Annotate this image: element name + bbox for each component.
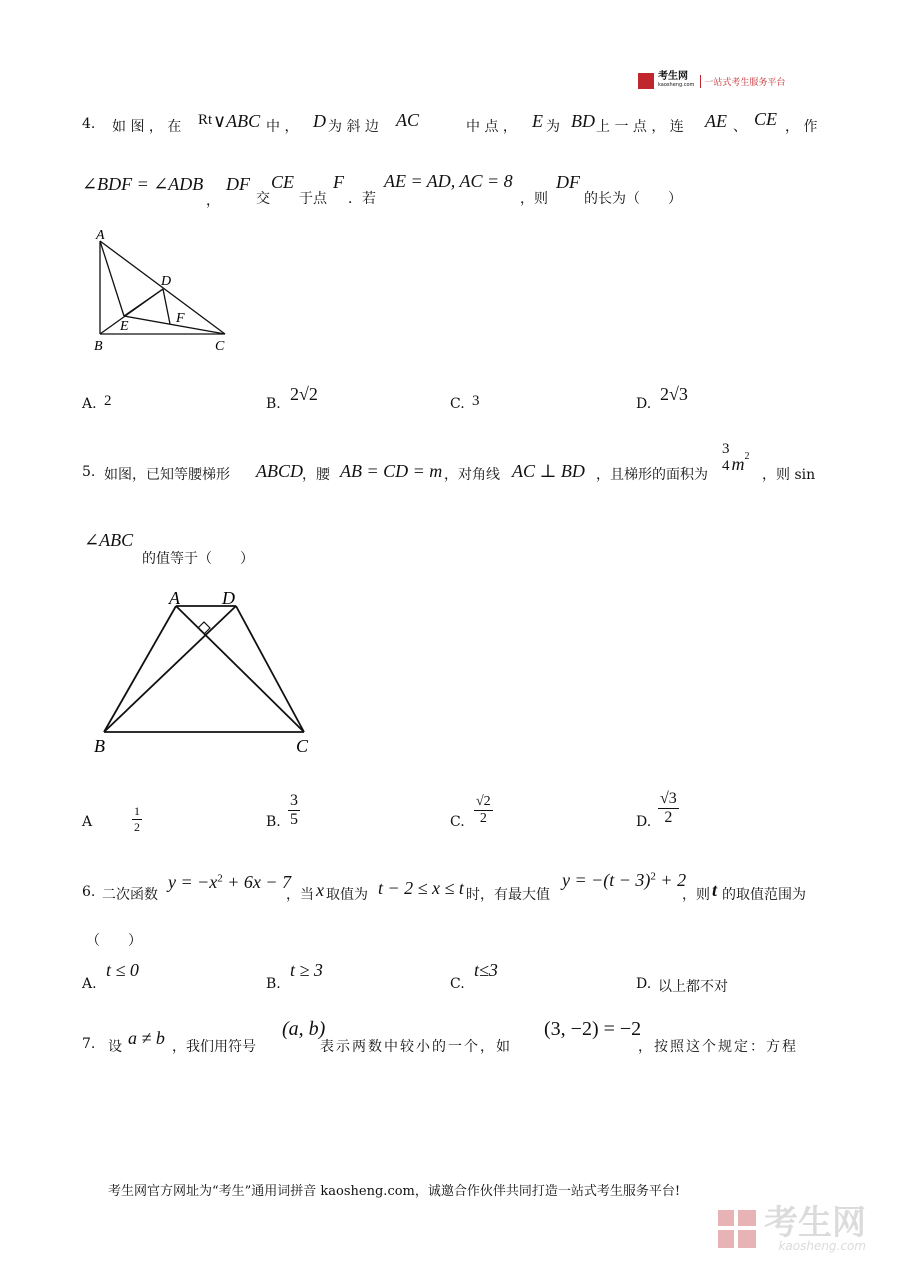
q4-var-ac: AC: [396, 110, 420, 130]
q4-label-a: A: [96, 228, 105, 243]
q4-option-d-letter[interactable]: D.: [636, 396, 652, 412]
q6-text: ，则: [682, 887, 710, 903]
q5-option-c-den: 2: [479, 811, 487, 826]
q6-option-a-letter[interactable]: A.: [82, 976, 97, 992]
q4-var-e: E: [532, 111, 543, 131]
q4-label-d: D: [161, 274, 172, 289]
q5-label-d: D: [222, 588, 235, 608]
q6-max-value: [562, 870, 686, 891]
logo-text: 考生网: [658, 71, 688, 82]
q4-var-f: F: [333, 172, 344, 192]
q5-legs: AB = CD = m: [340, 461, 443, 481]
q4-text: 于点: [299, 191, 327, 207]
footer-watermark: [716, 1203, 866, 1253]
watermark-logo-icon: [716, 1208, 758, 1250]
q5-text: ，则 sin: [762, 467, 816, 483]
q4-var-df: DF: [226, 174, 250, 194]
q4-given: AE = AD, AC = 8: [384, 171, 513, 191]
q4-label-f: F: [176, 311, 185, 326]
q6-condition: t − 2 ≤ x ≤ t: [378, 878, 464, 898]
q6-option-d-value[interactable]: 以上都不对: [658, 979, 728, 995]
q4-angle-eq: ∠BDF = ∠ADB: [82, 174, 204, 194]
q4-var-bd: BD: [571, 111, 595, 131]
q5-option-c-value[interactable]: [474, 794, 493, 827]
q5-option-d-value[interactable]: [658, 790, 679, 827]
q4-var-d: D: [313, 111, 326, 131]
q7-symbol: (a, b): [282, 1018, 326, 1040]
q4-text: 中 点 ，: [466, 119, 517, 135]
q5-option-d-den: 2: [664, 809, 673, 826]
q5-perp: AC ⊥ BD: [512, 461, 585, 481]
logo-sub: kaosheng.com: [658, 82, 695, 88]
q5-var-abcd: ABCD: [256, 461, 303, 481]
watermark-sub: kaosheng.com: [778, 1239, 866, 1253]
q6-paren: （ ）: [86, 933, 142, 949]
q4-rt: Rt: [198, 112, 213, 128]
q5-option-d-letter[interactable]: D.: [636, 814, 652, 830]
watermark-text: 考生网: [764, 1203, 866, 1243]
q4-text: 中 ，: [266, 119, 299, 135]
q6-max-a: y = −(t − 3): [562, 870, 651, 890]
q6-number: 6.: [82, 884, 96, 900]
q4-option-b-letter[interactable]: B.: [266, 396, 281, 412]
q5-area-den: 4: [722, 457, 730, 474]
footer-text: 考生网官方网址为“考生”通用词拼音 kaosheng.com，诚邀合作伙伴共同打造一站式考生服务平台!: [108, 1184, 681, 1199]
header-logo: [638, 72, 785, 90]
q6-text: 二次函数: [102, 887, 158, 903]
q6-function-b: + 6x − 7: [222, 872, 292, 892]
q6-function: [168, 872, 291, 893]
q4-option-c-value[interactable]: 3: [472, 393, 480, 409]
q6-option-d-letter[interactable]: D.: [636, 976, 652, 992]
q6-option-a-value[interactable]: t ≤ 0: [106, 960, 139, 980]
q4-text: 为: [546, 119, 560, 135]
q4-var-ce: CE: [754, 109, 778, 129]
q6-option-b-letter[interactable]: B.: [266, 976, 281, 992]
q5-area: [720, 440, 750, 475]
q5-text: 如图，已知等腰梯形: [104, 467, 230, 483]
q4-label-e: E: [120, 319, 129, 334]
q5-label-b: B: [94, 736, 105, 756]
q4-option-a-value[interactable]: 2: [104, 393, 112, 409]
q5-option-a-value[interactable]: [132, 804, 142, 835]
q5-option-c-letter[interactable]: C.: [450, 814, 465, 830]
q7-text: ，我们用符号: [172, 1039, 256, 1055]
q4-number: 4.: [82, 116, 96, 132]
q5-label-c: C: [296, 736, 309, 756]
q7-text: 表示两数中较小的一个，如: [320, 1039, 512, 1055]
q6-option-c-value[interactable]: t≤3: [474, 960, 498, 980]
q4-triangle: ∨ABC: [213, 111, 261, 131]
q5-option-b-den: 5: [290, 811, 298, 828]
q4-text: 上 一 点 ， 连: [596, 119, 684, 135]
q5-option-d-num: √3: [660, 790, 677, 807]
q6-var-t: t: [712, 880, 718, 900]
q6-function-exp: 2: [217, 872, 223, 885]
q5-option-c-num: √2: [476, 794, 491, 809]
q5-text: ，腰: [302, 467, 330, 483]
q5-option-b-letter[interactable]: B.: [266, 814, 281, 830]
q5-option-a-den: 2: [134, 820, 140, 834]
q6-max-exp: 2: [650, 870, 656, 883]
logo-tagline: 一站式考生服务平台: [700, 75, 785, 88]
q4-option-d-value[interactable]: 2√3: [660, 384, 688, 404]
q5-text: ，对角线: [444, 467, 500, 483]
q5-number: 5.: [82, 464, 96, 480]
q6-option-b-value[interactable]: t ≥ 3: [290, 960, 323, 980]
q4-option-b-value[interactable]: 2√2: [290, 384, 318, 404]
q4-label-c: C: [215, 339, 225, 354]
q6-option-c-letter[interactable]: C.: [450, 976, 465, 992]
q4-label-b: B: [94, 339, 103, 354]
q5-label-a: A: [169, 588, 180, 608]
q4-text: ，: [206, 193, 220, 209]
q7-text: ，按照这个规定：方程: [638, 1039, 798, 1055]
q6-text: ，当: [286, 887, 314, 903]
q4-text: 交: [256, 191, 270, 207]
q4-figure: [88, 226, 238, 356]
q5-text: ，且梯形的面积为: [596, 467, 708, 483]
q5-area-num: 3: [722, 440, 730, 457]
q5-area-var: m: [731, 454, 745, 474]
q4-text: ，则: [520, 191, 548, 207]
q5-option-a-letter[interactable]: A: [82, 814, 93, 830]
q5-option-b-num: 3: [290, 792, 298, 809]
q4-var-ce2: CE: [271, 172, 295, 192]
q6-text: 的取值范围为: [722, 887, 806, 903]
q5-option-a-num: 1: [134, 804, 140, 818]
q6-text: 取值为: [326, 887, 368, 903]
q4-text: 的长为（ ）: [584, 191, 682, 207]
q5-text: 的值等于（ ）: [142, 551, 254, 567]
q4-option-c-letter[interactable]: C.: [450, 396, 465, 412]
q4-text: ， 作: [785, 119, 818, 135]
logo-icon: [638, 73, 654, 89]
q6-text: 时，有最大值: [466, 887, 550, 903]
q4-text: 如 图 ， 在: [112, 119, 182, 135]
q5-option-b-value[interactable]: [288, 792, 300, 829]
q7-text: 设: [108, 1039, 122, 1055]
q5-angle: ∠ABC: [84, 530, 134, 550]
q5-area-exp: 2: [744, 451, 750, 462]
q7-number: 7.: [82, 1036, 96, 1052]
q5-figure: [92, 586, 322, 758]
q6-var-x: x: [316, 880, 324, 900]
q4-var-df2: DF: [556, 172, 580, 192]
q4-text: ．若: [348, 191, 376, 207]
q4-text: 、: [733, 119, 747, 135]
q7-condition: a ≠ b: [128, 1028, 165, 1048]
q6-max-b: + 2: [655, 870, 687, 890]
q4-var-ae: AE: [705, 111, 727, 131]
q4-option-a-letter[interactable]: A.: [82, 396, 97, 412]
q4-text: 为 斜 边: [328, 119, 379, 135]
q6-function-a: y = −x: [168, 872, 218, 892]
q7-example: (3, −2) = −2: [544, 1018, 642, 1040]
